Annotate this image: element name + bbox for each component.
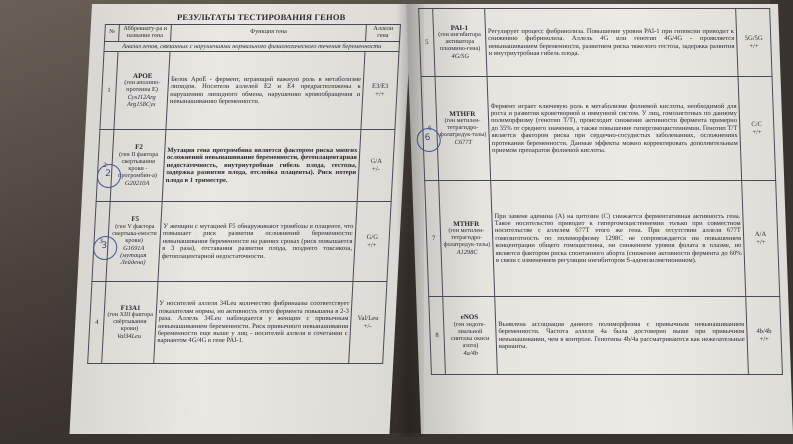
gene-alleles: Val/Leu +/- xyxy=(349,282,387,364)
right-page xyxy=(406,4,793,434)
gene-name: APOE xyxy=(132,71,153,80)
gene-function: Белок ApoE - фермент, играющий важную роль в метаболизме липидов. Носители аллелей E2 и E4 предрасположены к нарушению липидного обмена, нарушению кровообращения и невынашиванию беременности. xyxy=(166,52,365,130)
gene-name: F5 xyxy=(131,215,140,224)
gene-variant: Val34Leu xyxy=(116,333,142,341)
gene-description: (ген метилен-тетрагидро-фолатредук-тазы) xyxy=(439,117,487,139)
section-row xyxy=(104,41,400,51)
row-number: 2 xyxy=(96,130,114,202)
gene-description: (ген метилен-тетрагидро-фолатредук-тазы) xyxy=(443,227,491,249)
row-number: 3 xyxy=(92,202,110,282)
gene-alleles: A/A +/+ xyxy=(742,181,780,297)
table-row xyxy=(92,202,391,282)
genes-table-left xyxy=(87,24,401,364)
row-number: 8 xyxy=(429,297,446,375)
section-title: Анализ генов, связанных с нарушениями нормального физиологического течения беременности xyxy=(104,41,400,51)
gene-variant: C677T xyxy=(454,139,473,147)
gene-alleles: G/A +/- xyxy=(357,130,395,202)
gene-cell xyxy=(114,52,170,130)
gene-description: (ген аполипо-протеина E) xyxy=(124,79,161,94)
header-num: № xyxy=(105,25,120,42)
table-row xyxy=(421,77,776,181)
gene-alleles: E3/E3 +/+ xyxy=(361,52,399,130)
table-row xyxy=(425,181,780,297)
gene-function: Мутация гена протромбина является фактором риска многих осложнений невынашивание беременности, фетоплацентарная недостаточность, внутриутробная гибель плода, гестозы, задержка развития плода, отслойка плаценты). Риск потери плода в 1 триместре. xyxy=(162,130,361,202)
gene-description: (ген II фактора свертывания крови - протромбин-а) xyxy=(117,151,159,179)
gene-alleles: G/G +/+ xyxy=(353,202,391,282)
gene-description: (ген V фактора свертыва-емости крови) xyxy=(111,223,157,245)
gene-variant: A1298C xyxy=(456,249,478,257)
gene-cell xyxy=(433,9,487,77)
gene-function: Фермент играет ключевую роль в метаболизме фолиевой кислоты, необходимой для роста и развития кроветворной и иммунной систем. У лиц, гомозиготных по данному полиморфизму (генотип T/T), происходит снижение активности фермента примерно до 35% от среднего значения, а также повышение гипергомоцистеинемии. Генотип T/T является фактором риска при сердечно-сосудистых заболеваниях, осложнениях протекания беременности. Данные эффекты можно корректировать дополнительным приемом препаратов фолиевой кислоты. xyxy=(487,77,742,181)
open-booklet xyxy=(20,4,780,444)
gene-name: PAI-1 xyxy=(450,23,469,32)
gene-variant: G20210A xyxy=(124,179,150,187)
header-abbreviation: Аббревиату-ра и название гена xyxy=(119,25,172,42)
gene-cell xyxy=(110,130,166,202)
gene-function: Регулирует процесс фибринолиза. Повышение уровня PAI-1 при гипоксии приводит к снижению фибринолиза. Аллель 4G или генотип 4G/4G - проявляется невынашиванием беременности, развитием риска тяжелого гестоза, задержка развития и внутриутробная гибель плода. xyxy=(485,9,738,77)
header-function: Функция гена xyxy=(171,25,367,42)
table-row xyxy=(88,282,387,364)
table-row xyxy=(100,52,399,130)
gene-function: Выявлена ассоциация данного полиморфизма с привычным невынашиванием беременности. Частота аллеля 4a была достоверно выше при привычном невынашивании, чем в контроле. Генотипы 4b/4a рассматриваются как нежелательные варианты. xyxy=(495,297,749,375)
gene-alleles: C/C +/+ xyxy=(738,77,776,181)
gene-description: (ген ингибитора активатора плазмино-гена) xyxy=(438,31,481,53)
gene-cell xyxy=(439,181,495,297)
gene-name: MTHFR xyxy=(452,219,480,228)
genes-table-right xyxy=(418,8,783,375)
gene-name: F2 xyxy=(134,143,144,152)
gene-alleles: 5G/5G +/+ xyxy=(736,9,772,77)
gene-cell xyxy=(102,282,158,364)
table-row xyxy=(429,297,783,375)
gene-variant: G1691A (мутация Лейдена) xyxy=(119,245,147,267)
gene-variant: Cys112Arg Arg158Cys xyxy=(126,94,156,109)
gene-description: (ген XIII фактора свёртывания крови) xyxy=(107,311,154,333)
row-number: 7 xyxy=(425,181,443,297)
table-header-row xyxy=(105,25,401,42)
gene-variant: 4G/5G xyxy=(451,53,470,61)
gene-name: eNOS xyxy=(460,313,479,322)
gene-function: У носителей аллеля 34Leu количество фибринаазы соответствует показателям нормы, но активность этого фермента повышена в 2-3 раза. Аллель 34Leu наблюдается у женщин с привычным невынашиванием беременности. Риск привычного невынашивания беременности еще выше у лиц - носителей аллеля в сочетании с вариантом 4G/4G в гене PAI-1. xyxy=(154,282,353,364)
left-page xyxy=(69,4,412,434)
gene-description: (ген эндоте-лиальной синтазы окиси азота) xyxy=(450,320,490,349)
document-title: РЕЗУЛЬТАТЫ ТЕСТИРОВАНИЯ ГЕНОВ xyxy=(176,12,346,22)
handwritten-number-mark: 3 xyxy=(101,241,108,251)
gene-function: При замене аденина (A) на цитозин (C) снижается ферментативная активность гена. Такое носительство приводит к гипергомоцистеинемии только при совместном носительстве с аллелем 677T этого же гена. При отсутствии аллеля 677T гомозиготность по полиморфизму 1298C не сопровождается ни повышением концентрации общего гомоцистеина, ни снижением уровня фолата в плазме, но является фактором риска спонтанного аборта (снижение активности фермента до 60% в связи с изменением регуляции ингибитором S-аденозилметионином). xyxy=(491,181,746,297)
handwritten-number-mark: 6 xyxy=(424,133,431,143)
handwritten-number-mark: 2 xyxy=(104,169,112,179)
gene-alleles: 4b/4b +/+ xyxy=(746,297,783,375)
gene-function: У женщин с мутацией F5 обнаруживают тромбозы в плаценте, что повышает риск развития осложнений беременности: невынашивания беременности на ранних сроках (риск повышается в 3 раза), отставания развития плода, позднего токсикоза, фетоплацентарной недостаточности. xyxy=(158,202,357,282)
row-number: 6 xyxy=(421,77,439,181)
gene-variant: 4a/4b xyxy=(463,349,479,357)
table-row xyxy=(96,130,395,202)
row-number: 4 xyxy=(88,282,106,364)
gene-cell xyxy=(435,77,491,181)
table-row xyxy=(419,9,772,77)
row-number: 5 xyxy=(419,9,435,77)
gene-name: F13A1 xyxy=(120,303,141,312)
gene-cell xyxy=(443,297,498,375)
row-number: 1 xyxy=(100,52,118,130)
gene-name: MTHFR xyxy=(449,109,476,118)
header-alleles: Аллели гена xyxy=(366,25,401,42)
